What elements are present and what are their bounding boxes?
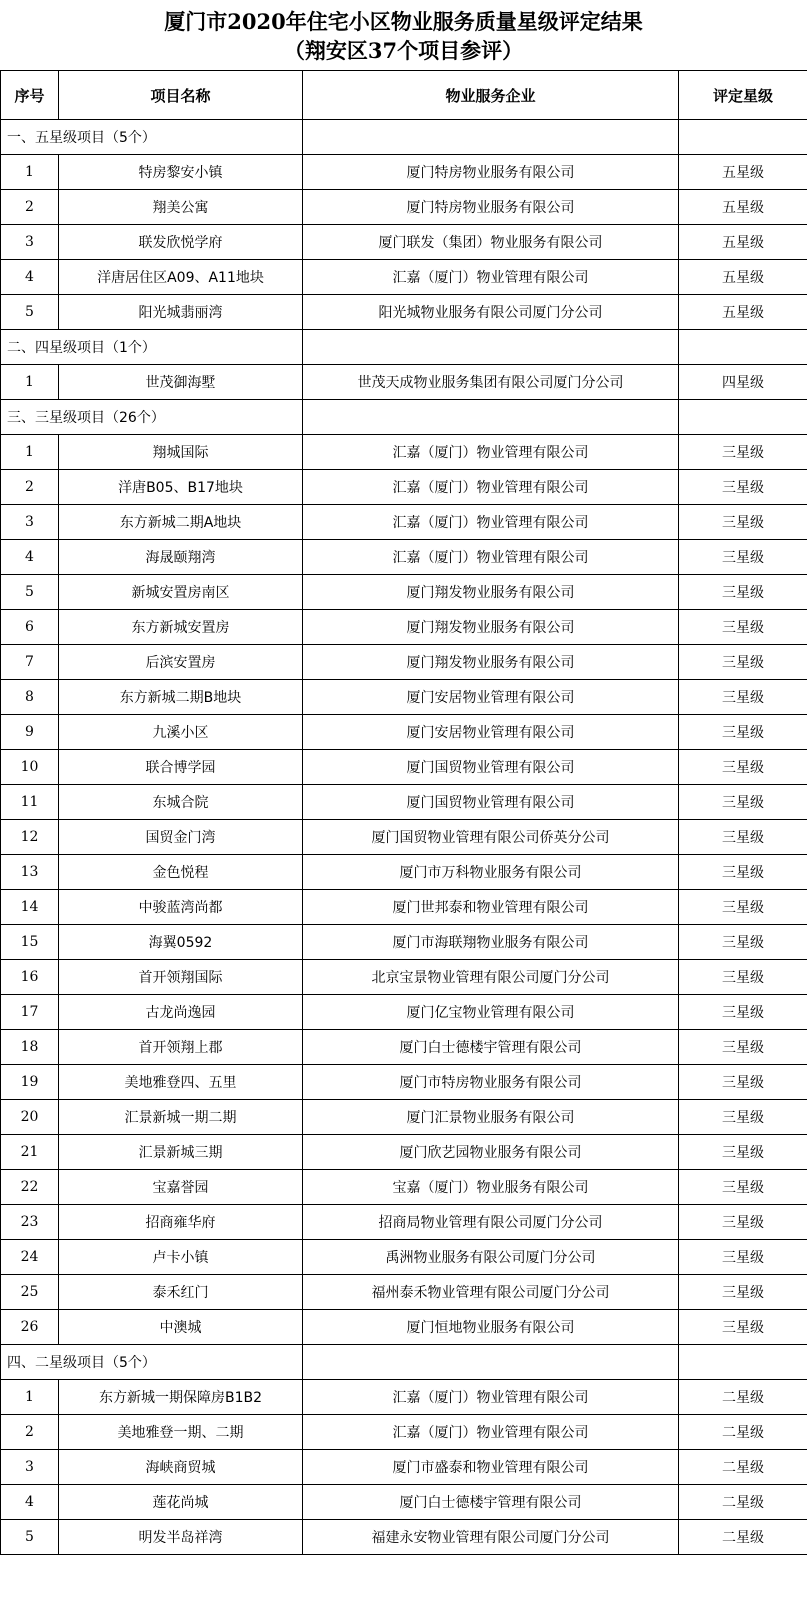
cell-rating: 三星级 [679,1310,807,1345]
table-row [1,225,807,260]
cell-company: 汇嘉（厦门）物业管理有限公司 [303,260,679,295]
table-row [1,1240,807,1275]
table-row [1,1380,807,1415]
cell-company: 厦门世邦泰和物业管理有限公司 [303,890,679,925]
cell-project: 东方新城二期A地块 [59,505,303,540]
cell-rating: 三星级 [679,820,807,855]
cell-project: 中澳城 [59,1310,303,1345]
cell-company: 汇嘉（厦门）物业管理有限公司 [303,1380,679,1415]
cell-project: 洋唐居住区A09、A11地块 [59,260,303,295]
section-row [1,1345,807,1380]
cell-rating: 三星级 [679,470,807,505]
cell-rating: 三星级 [679,680,807,715]
cell-project: 联合博学园 [59,750,303,785]
cell-company: 厦门市特房物业服务有限公司 [303,1065,679,1100]
section-empty-cell [303,1345,679,1380]
cell-rating: 三星级 [679,890,807,925]
cell-company: 厦门国贸物业管理有限公司 [303,785,679,820]
table-row [1,680,807,715]
cell-rating: 三星级 [679,645,807,680]
cell-project: 宝嘉誉园 [59,1170,303,1205]
cell-project: 东方新城安置房 [59,610,303,645]
cell-index: 4 [1,540,59,575]
cell-company: 厦门国贸物业管理有限公司侨英分公司 [303,820,679,855]
cell-project: 洋唐B05、B17地块 [59,470,303,505]
cell-company: 厦门特房物业服务有限公司 [303,155,679,190]
table-row [1,540,807,575]
cell-rating: 三星级 [679,1170,807,1205]
cell-project: 卢卡小镇 [59,1240,303,1275]
cell-company: 厦门安居物业管理有限公司 [303,680,679,715]
cell-index: 6 [1,610,59,645]
cell-rating: 二星级 [679,1520,807,1555]
table-row [1,1310,807,1345]
cell-index: 8 [1,680,59,715]
cell-index: 5 [1,1520,59,1555]
cell-project: 阳光城翡丽湾 [59,295,303,330]
cell-index: 17 [1,995,59,1030]
cell-project: 美地雅登一期、二期 [59,1415,303,1450]
section-row [1,400,807,435]
cell-company: 福建永安物业管理有限公司厦门分公司 [303,1520,679,1555]
section-label: 三、三星级项目（26个） [1,400,303,435]
table-row [1,750,807,785]
cell-index: 20 [1,1100,59,1135]
cell-project: 中骏蓝湾尚都 [59,890,303,925]
cell-rating: 五星级 [679,260,807,295]
cell-company: 北京宝景物业管理有限公司厦门分公司 [303,960,679,995]
cell-project: 汇景新城三期 [59,1135,303,1170]
document-title [0,0,807,70]
cell-rating: 二星级 [679,1380,807,1415]
cell-company: 厦门翔发物业服务有限公司 [303,610,679,645]
section-label: 二、四星级项目（1个） [1,330,303,365]
cell-project: 东方新城一期保障房B1B2 [59,1380,303,1415]
section-empty-cell [303,120,679,155]
cell-project: 首开领翔上郡 [59,1030,303,1065]
cell-company: 厦门联发（集团）物业服务有限公司 [303,225,679,260]
table-row [1,925,807,960]
title-line-1: 厦门市2020年住宅小区物业服务质量星级评定结果 [164,9,643,34]
cell-rating: 二星级 [679,1450,807,1485]
section-empty-cell [679,400,807,435]
table-row [1,1030,807,1065]
cell-index: 25 [1,1275,59,1310]
cell-project: 海峡商贸城 [59,1450,303,1485]
cell-project: 首开领翔国际 [59,960,303,995]
cell-index: 2 [1,470,59,505]
cell-company: 世茂天成物业服务集团有限公司厦门分公司 [303,365,679,400]
cell-index: 24 [1,1240,59,1275]
cell-rating: 三星级 [679,1240,807,1275]
section-row [1,330,807,365]
cell-project: 莲花尚城 [59,1485,303,1520]
cell-company: 厦门翔发物业服务有限公司 [303,575,679,610]
cell-rating: 三星级 [679,1135,807,1170]
table-row [1,435,807,470]
cell-company: 厦门亿宝物业管理有限公司 [303,995,679,1030]
cell-project: 古龙尚逸园 [59,995,303,1030]
table-row [1,470,807,505]
table-row [1,1275,807,1310]
cell-index: 12 [1,820,59,855]
cell-index: 26 [1,1310,59,1345]
cell-index: 3 [1,225,59,260]
cell-rating: 三星级 [679,1275,807,1310]
cell-index: 5 [1,575,59,610]
cell-rating: 三星级 [679,855,807,890]
table-row [1,645,807,680]
table-row [1,295,807,330]
cell-company: 汇嘉（厦门）物业管理有限公司 [303,540,679,575]
cell-rating: 三星级 [679,715,807,750]
cell-rating: 三星级 [679,1065,807,1100]
table-row [1,785,807,820]
table-row [1,1205,807,1240]
cell-index: 19 [1,1065,59,1100]
cell-company: 厦门恒地物业服务有限公司 [303,1310,679,1345]
table-row [1,1450,807,1485]
cell-project: 东城合院 [59,785,303,820]
cell-project: 翔城国际 [59,435,303,470]
cell-company: 厦门白士德楼宇管理有限公司 [303,1030,679,1065]
cell-project: 汇景新城一期二期 [59,1100,303,1135]
table-row [1,155,807,190]
table-row [1,260,807,295]
cell-company: 厦门特房物业服务有限公司 [303,190,679,225]
cell-company: 福州泰禾物业管理有限公司厦门分公司 [303,1275,679,1310]
cell-project: 世茂御海墅 [59,365,303,400]
cell-company: 厦门汇景物业服务有限公司 [303,1100,679,1135]
cell-project: 海晟颐翔湾 [59,540,303,575]
cell-rating: 五星级 [679,225,807,260]
cell-company: 汇嘉（厦门）物业管理有限公司 [303,435,679,470]
cell-rating: 二星级 [679,1485,807,1520]
cell-project: 联发欣悦学府 [59,225,303,260]
cell-index: 3 [1,1450,59,1485]
cell-rating: 三星级 [679,1205,807,1240]
table-row [1,1415,807,1450]
cell-index: 21 [1,1135,59,1170]
table-row [1,575,807,610]
cell-index: 2 [1,190,59,225]
cell-index: 1 [1,1380,59,1415]
table-row [1,365,807,400]
section-row [1,120,807,155]
cell-project: 国贸金门湾 [59,820,303,855]
cell-company: 厦门市海联翔物业服务有限公司 [303,925,679,960]
cell-company: 阳光城物业服务有限公司厦门分公司 [303,295,679,330]
cell-index: 15 [1,925,59,960]
cell-company: 厦门市万科物业服务有限公司 [303,855,679,890]
cell-rating: 二星级 [679,1415,807,1450]
table-row [1,1170,807,1205]
cell-company: 宝嘉（厦门）物业服务有限公司 [303,1170,679,1205]
cell-index: 1 [1,155,59,190]
cell-rating: 三星级 [679,1030,807,1065]
cell-project: 东方新城二期B地块 [59,680,303,715]
header-index: 序号 [1,71,59,120]
cell-index: 5 [1,295,59,330]
cell-company: 厦门安居物业管理有限公司 [303,715,679,750]
cell-rating: 三星级 [679,750,807,785]
section-label: 一、五星级项目（5个） [1,120,303,155]
table-row [1,1100,807,1135]
cell-company: 禹洲物业服务有限公司厦门分公司 [303,1240,679,1275]
header-company: 物业服务企业 [303,71,679,120]
cell-index: 4 [1,1485,59,1520]
cell-project: 后滨安置房 [59,645,303,680]
title-line-2: （翔安区37个项目参评） [283,38,524,63]
cell-project: 新城安置房南区 [59,575,303,610]
section-empty-cell [679,120,807,155]
cell-project: 泰禾红门 [59,1275,303,1310]
section-empty-cell [303,400,679,435]
cell-index: 9 [1,715,59,750]
cell-rating: 三星级 [679,995,807,1030]
cell-company: 厦门白士德楼宇管理有限公司 [303,1485,679,1520]
section-label: 四、二星级项目（5个） [1,1345,303,1380]
table-row [1,820,807,855]
cell-index: 11 [1,785,59,820]
cell-company: 厦门翔发物业服务有限公司 [303,645,679,680]
table-row [1,1135,807,1170]
table-row [1,610,807,645]
cell-index: 4 [1,260,59,295]
cell-company: 厦门国贸物业管理有限公司 [303,750,679,785]
cell-rating: 三星级 [679,925,807,960]
cell-project: 金色悦程 [59,855,303,890]
table-header-row [1,71,807,120]
table-row [1,715,807,750]
cell-index: 22 [1,1170,59,1205]
cell-index: 14 [1,890,59,925]
cell-rating: 五星级 [679,295,807,330]
cell-rating: 五星级 [679,190,807,225]
cell-rating: 三星级 [679,505,807,540]
cell-index: 1 [1,365,59,400]
cell-index: 2 [1,1415,59,1450]
cell-index: 1 [1,435,59,470]
header-rating: 评定星级 [679,71,807,120]
table-row [1,505,807,540]
cell-rating: 三星级 [679,960,807,995]
cell-index: 10 [1,750,59,785]
table-row [1,995,807,1030]
cell-company: 厦门市盛泰和物业管理有限公司 [303,1450,679,1485]
section-empty-cell [303,330,679,365]
table-row [1,960,807,995]
cell-project: 海翼0592 [59,925,303,960]
cell-project: 明发半岛祥湾 [59,1520,303,1555]
cell-rating: 四星级 [679,365,807,400]
cell-index: 18 [1,1030,59,1065]
cell-rating: 三星级 [679,540,807,575]
cell-project: 招商雍华府 [59,1205,303,1240]
section-empty-cell [679,1345,807,1380]
table-row [1,1520,807,1555]
cell-company: 招商局物业管理有限公司厦门分公司 [303,1205,679,1240]
results-table [0,70,807,1555]
cell-index: 16 [1,960,59,995]
table-row [1,890,807,925]
table-row [1,855,807,890]
cell-rating: 三星级 [679,435,807,470]
cell-project: 特房黎安小镇 [59,155,303,190]
cell-project: 美地雅登四、五里 [59,1065,303,1100]
cell-index: 3 [1,505,59,540]
cell-rating: 五星级 [679,155,807,190]
cell-company: 厦门欣艺园物业服务有限公司 [303,1135,679,1170]
cell-rating: 三星级 [679,575,807,610]
header-project: 项目名称 [59,71,303,120]
cell-project: 九溪小区 [59,715,303,750]
cell-project: 翔美公寓 [59,190,303,225]
table-row [1,1065,807,1100]
table-row [1,1485,807,1520]
table-body [1,120,807,1555]
cell-rating: 三星级 [679,1100,807,1135]
cell-company: 汇嘉（厦门）物业管理有限公司 [303,1415,679,1450]
cell-company: 汇嘉（厦门）物业管理有限公司 [303,505,679,540]
cell-company: 汇嘉（厦门）物业管理有限公司 [303,470,679,505]
cell-index: 23 [1,1205,59,1240]
cell-index: 13 [1,855,59,890]
section-empty-cell [679,330,807,365]
cell-rating: 三星级 [679,610,807,645]
cell-index: 7 [1,645,59,680]
cell-rating: 三星级 [679,785,807,820]
table-row [1,190,807,225]
